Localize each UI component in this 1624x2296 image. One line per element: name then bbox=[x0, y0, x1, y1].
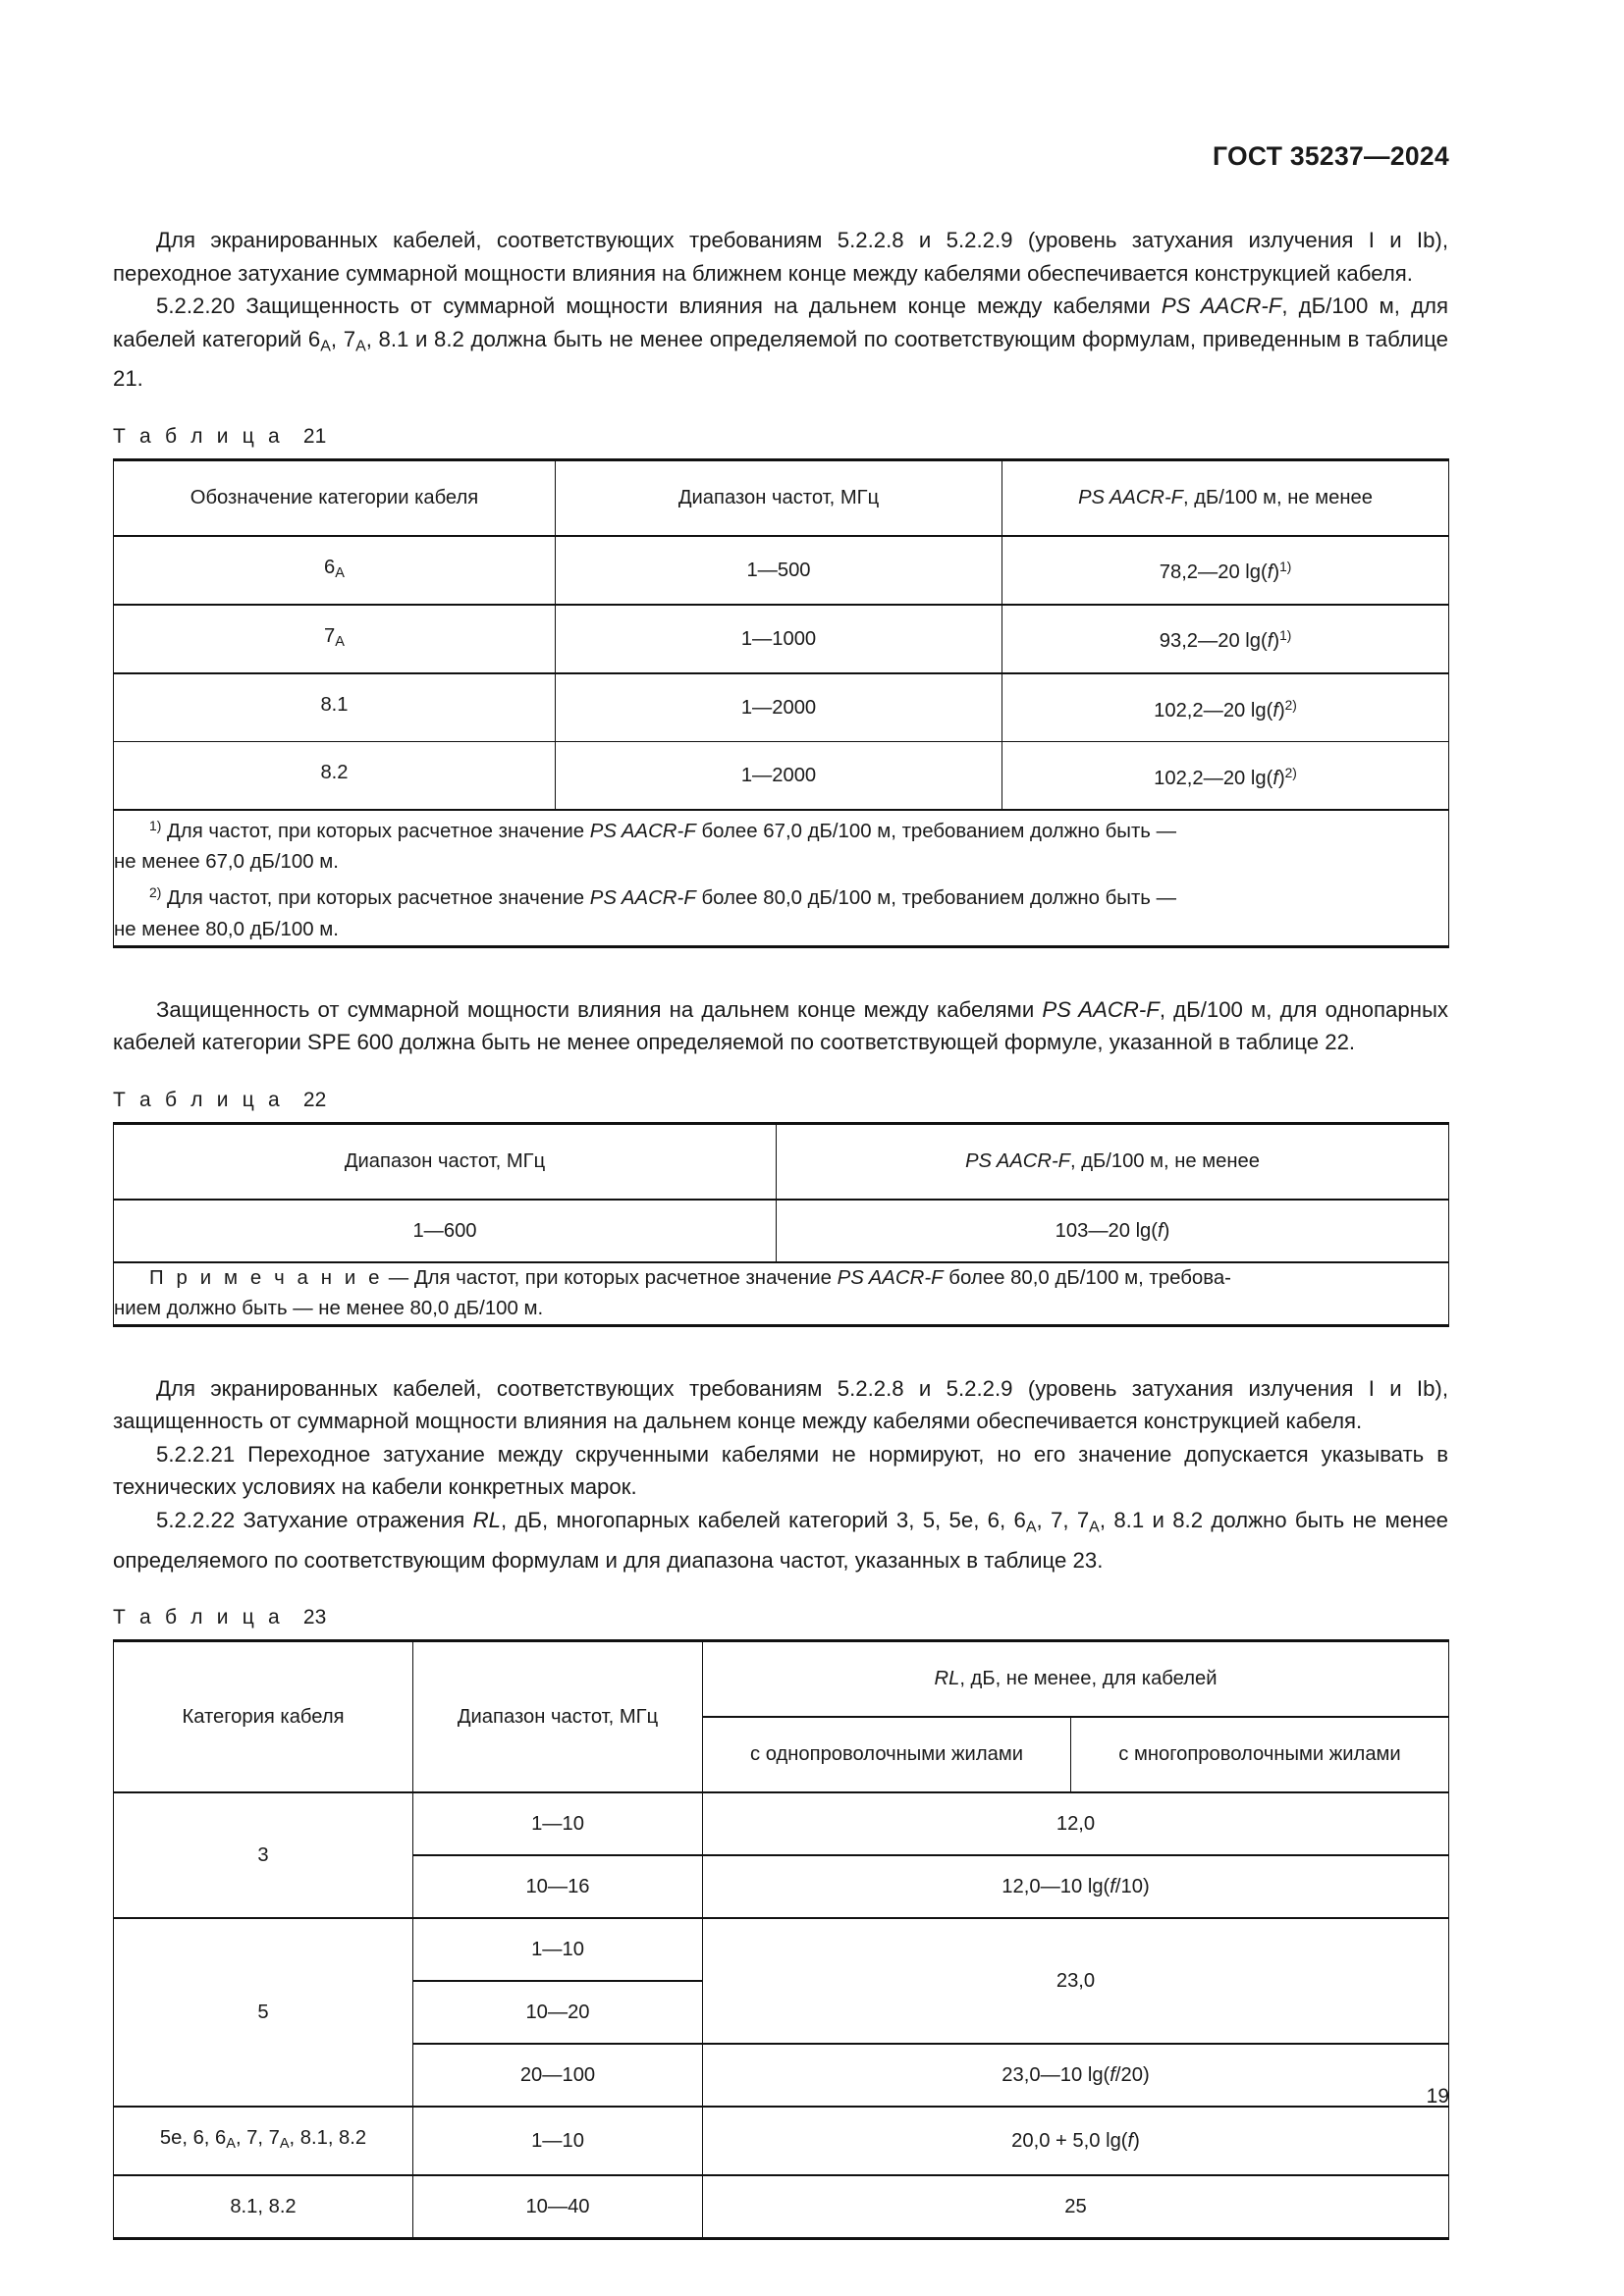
p3-suffix: , дБ/100 м, для однопарных кабелей категории SPE 600 должна быть не менее определяемой по соответствующей формуле, указанной в таблице 22. bbox=[113, 996, 1449, 1055]
table-22-cell-formula: 103—20 lg(f) bbox=[777, 1200, 1449, 1262]
table-21-footnotes-row bbox=[114, 810, 1449, 946]
table-23-header-category: Категория кабеля bbox=[114, 1641, 413, 1793]
table-row bbox=[114, 536, 1449, 605]
table-21-cell-category: $7_A$ bbox=[114, 605, 556, 673]
table-22-caption bbox=[113, 1089, 1448, 1112]
table-23-cell-range: 10—16 bbox=[413, 1855, 703, 1918]
table-21-cell-formula: 93,2—20 $\lg(f)^{1)}$ bbox=[1002, 605, 1449, 673]
p2-mid-2: , 7 bbox=[330, 326, 356, 351]
table-23-header-frequency: Диапазон частот, МГц bbox=[413, 1641, 703, 1793]
p6-sub-1: A bbox=[1025, 1519, 1037, 1536]
p3-prefix: Защищенность от суммарной мощности влияния на дальнем конце между кабелями bbox=[156, 996, 1043, 1022]
page-header: ГОСТ 35237—2024 bbox=[1213, 141, 1449, 171]
table-23-cell-value: 23,0 bbox=[703, 1918, 1449, 2044]
footnote-1-line2: не менее 67,0 дБ/100 м. bbox=[114, 851, 339, 874]
table-row bbox=[114, 605, 1449, 673]
table-23-cell-category: 3 bbox=[114, 1792, 413, 1918]
table-21-caption bbox=[113, 425, 1448, 449]
footnote-1: $^{1)}$ Для частот, при которых расчетное значение PS AACR-F более 67,0 дБ/100 м, требованием должно быть — bbox=[149, 818, 1176, 843]
table-row bbox=[114, 2175, 1449, 2239]
table-21-cell-formula: 102,2—20 $\lg(f)^{2)}$ bbox=[1002, 742, 1449, 811]
table-21-cell-range: 1—1000 bbox=[556, 605, 1002, 673]
table-21-header-row bbox=[114, 459, 1449, 536]
p6-prefix: 5.2.2.22 Затухание отражения bbox=[156, 1507, 473, 1532]
table-22-note bbox=[114, 1262, 1449, 1326]
table-23-header-row-1 bbox=[114, 1641, 1449, 1718]
table-23-cell-value: 23,0—10 lg(f/20) bbox=[703, 2044, 1449, 2107]
table-22-caption-number: 22 bbox=[302, 1088, 327, 1111]
p6-suffix: , 8.1 и 8.2 должно быть не менее определяемого по соответствующим формулам и для диапазона частот, указанных в таблице 23. bbox=[113, 1507, 1448, 1573]
table-21-cell-range: 1—2000 bbox=[556, 742, 1002, 811]
table-22-header-frequency: Диапазон частот, МГц bbox=[114, 1123, 777, 1200]
p6-italic-term: RL bbox=[472, 1507, 501, 1532]
table-21-cell-category: 8.2 bbox=[114, 742, 556, 811]
footnote-2: $^{2)}$ Для частот, при которых расчетное значение PS AACR-F более 80,0 дБ/100 м, требованием должно быть — bbox=[149, 884, 1176, 910]
spacer bbox=[113, 1576, 1448, 1606]
table-23-header-rl-group: RL, дБ, не менее, для кабелей bbox=[703, 1641, 1449, 1718]
spacer bbox=[113, 1327, 1448, 1372]
p6-sub-2: A bbox=[1089, 1519, 1100, 1536]
paragraph-5: 5.2.2.21 Переходное затухание между скрученными кабелями не нормируют, но его значение допускается указывать в технических условиях на кабели конкретных марок. bbox=[113, 1441, 1448, 1500]
table-row bbox=[114, 742, 1449, 811]
p6-mid: , дБ, многопарных кабелей категорий 3, 5, 5е, 6, 6 bbox=[501, 1507, 1026, 1532]
table-23-cell-range: 1—10 bbox=[413, 1792, 703, 1855]
table-23-cell-range: 10—20 bbox=[413, 1981, 703, 2044]
spacer bbox=[113, 948, 1448, 993]
table-21-cell-range: 1—2000 bbox=[556, 673, 1002, 742]
note-line1: П р и м е ч а н и е — Для частот, при которых расчетное значение PS AACR-F более 80,0 дБ/100 м, требова- bbox=[149, 1266, 1231, 1289]
table-row bbox=[114, 1200, 1449, 1262]
paragraph-6 bbox=[113, 1504, 1448, 1576]
table-23-cell-range: 10—40 bbox=[413, 2175, 703, 2239]
table-21 bbox=[113, 458, 1449, 948]
p6-mid-2: , 7, 7 bbox=[1036, 1507, 1090, 1532]
table-22-note-row bbox=[114, 1262, 1449, 1326]
table-21-cell-formula: 102,2—20 $\lg(f)^{2)}$ bbox=[1002, 673, 1449, 742]
table-row bbox=[114, 1918, 1449, 1981]
page-number: 19 bbox=[1426, 2085, 1449, 2108]
table-23-caption-number: 23 bbox=[302, 1606, 327, 1629]
table-23-cell-value: 25 bbox=[703, 2175, 1449, 2239]
table-row bbox=[114, 1792, 1449, 1855]
p2-prefix: 5.2.2.20 Защищенность от суммарной мощности влияния на дальнем конце между кабелями bbox=[156, 294, 1162, 318]
table-21-header-psaacrf: PS AACR-F, дБ/100 м, не менее bbox=[1002, 459, 1449, 536]
p3-italic-term: PS AACR-F bbox=[1042, 996, 1160, 1022]
table-22-cell-range: 1—600 bbox=[114, 1200, 777, 1262]
table-row bbox=[114, 673, 1449, 742]
table-21-header-category: Обозначение категории кабеля bbox=[114, 459, 556, 536]
p2-italic-term: PS AACR-F bbox=[1161, 294, 1282, 318]
table-21-cell-category: 8.1 bbox=[114, 673, 556, 742]
p2-mid: , дБ/100 м, для кабелей категорий 6 bbox=[113, 294, 1448, 351]
table-22-header-row bbox=[114, 1123, 1449, 1200]
table-23-caption-label: Т а б л и ц а bbox=[113, 1606, 284, 1629]
table-21-cell-range: 1—500 bbox=[556, 536, 1002, 605]
paragraph-2 bbox=[113, 290, 1448, 396]
table-21-cell-category: $6_A$ bbox=[114, 536, 556, 605]
table-23-cell-range: 20—100 bbox=[413, 2044, 703, 2107]
table-23-cell-value: 20,0 + 5,0 lg(f) bbox=[703, 2107, 1449, 2175]
page-content bbox=[113, 224, 1448, 2240]
p2-suffix: , 8.1 и 8.2 должна быть не менее определяемой по соответствующим формулам, приведенным в таблице 21. bbox=[113, 326, 1448, 392]
table-23-header-multi-wire: с многопроволочными жилами bbox=[1071, 1717, 1449, 1792]
note-line2: нием должно быть — не менее 80,0 дБ/100 м. bbox=[114, 1297, 544, 1319]
table-23-cell-value: 12,0 bbox=[703, 1792, 1449, 1855]
table-23-cell-category: 5 bbox=[114, 1918, 413, 2107]
table-22-caption-label: Т а б л и ц а bbox=[113, 1088, 284, 1111]
table-23-cell-value: 12,0—10 lg(f/10) bbox=[703, 1855, 1449, 1918]
table-23-cell-range: 1—10 bbox=[413, 1918, 703, 1981]
table-21-caption-number: 21 bbox=[302, 424, 327, 448]
table-23-cell-category: 5е, 6, $6_A$, 7, $7_A$, 8.1, 8.2 bbox=[114, 2107, 413, 2175]
table-22-header-psaacrf: PS AACR-F, дБ/100 м, не менее bbox=[777, 1123, 1449, 1200]
table-23 bbox=[113, 1639, 1449, 2240]
table-22 bbox=[113, 1122, 1449, 1327]
table-21-cell-formula: 78,2—20 $\lg(f)^{1)}$ bbox=[1002, 536, 1449, 605]
p2-sub-2: A bbox=[355, 337, 366, 354]
table-row bbox=[114, 2107, 1449, 2175]
spacer bbox=[113, 396, 1448, 425]
table-23-header-single-wire: с однопроволочными жилами bbox=[703, 1717, 1071, 1792]
table-21-footnotes bbox=[114, 810, 1449, 946]
paragraph-1: Для экранированных кабелей, соответствующих требованиям 5.2.2.8 и 5.2.2.9 (уровень затухания излучения I и Ib), переходное затухание суммарной мощности влияния на ближнем конце между кабелями обеспечивается конструкцией кабеля. bbox=[113, 228, 1448, 286]
p2-sub-1: A bbox=[320, 337, 331, 354]
spacer bbox=[113, 1059, 1448, 1089]
table-23-cell-range: 1—10 bbox=[413, 2107, 703, 2175]
table-21-header-frequency: Диапазон частот, МГц bbox=[556, 459, 1002, 536]
footnote-2-line2: не менее 80,0 дБ/100 м. bbox=[114, 918, 339, 940]
table-23-caption bbox=[113, 1606, 1448, 1629]
paragraph-3 bbox=[113, 993, 1448, 1059]
table-21-caption-label: Т а б л и ц а bbox=[113, 424, 284, 448]
paragraph-4: Для экранированных кабелей, соответствующих требованиям 5.2.2.8 и 5.2.2.9 (уровень затухания излучения I и Ib), защищенность от суммарной мощности влияния на дальнем конце между кабелями обеспечивается конструкцией кабеля. bbox=[113, 1375, 1448, 1434]
table-23-cell-category: 8.1, 8.2 bbox=[114, 2175, 413, 2239]
